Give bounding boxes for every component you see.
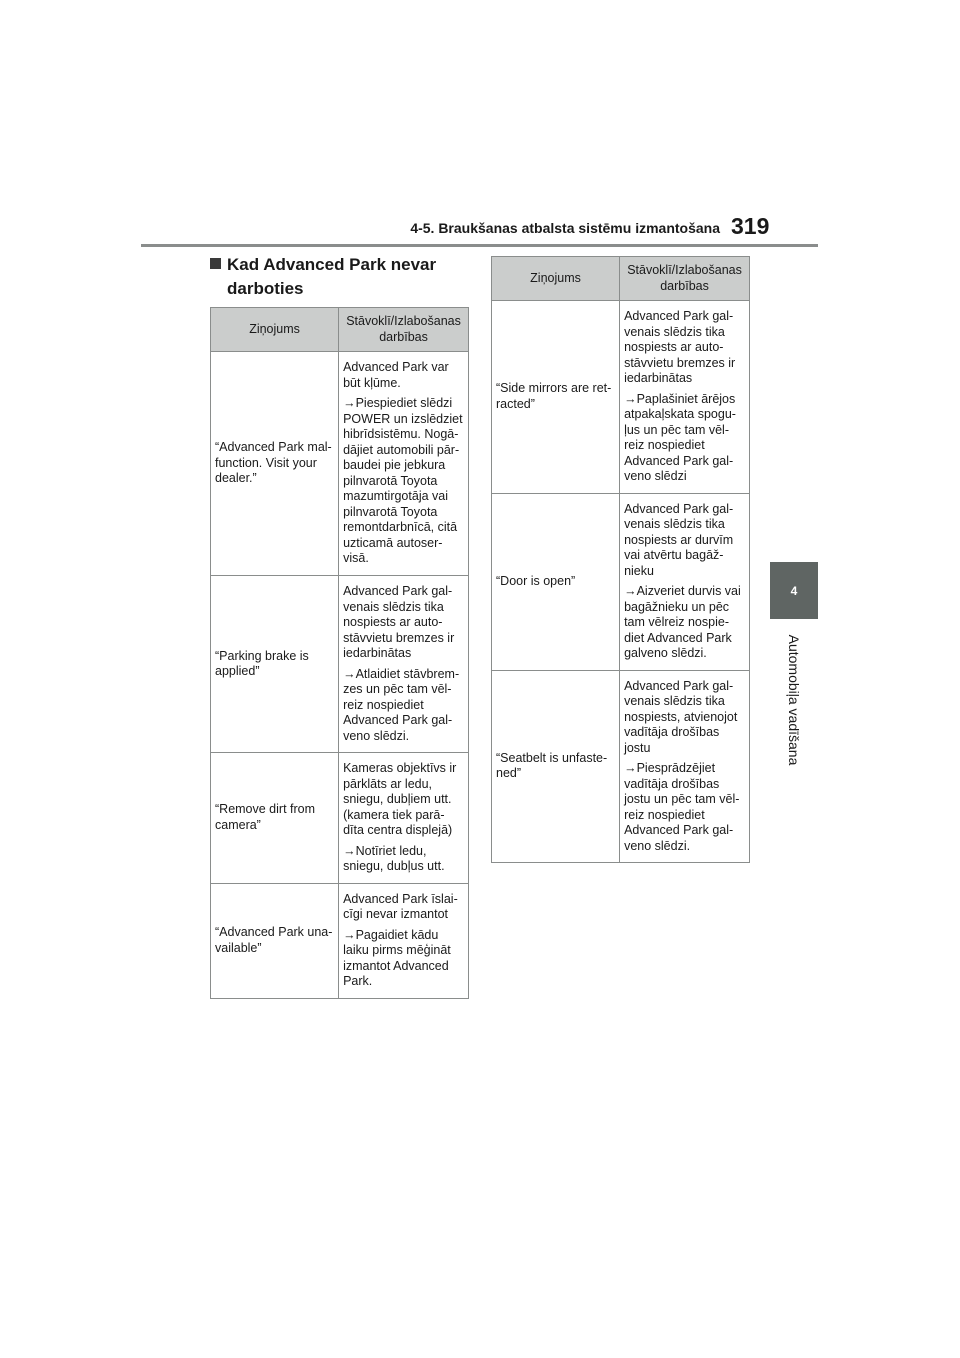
table-row (211, 753, 469, 884)
action-text (624, 584, 745, 662)
action-text (343, 928, 464, 990)
action-text (624, 761, 745, 854)
status-action-cell (339, 576, 469, 753)
status-action-cell (620, 670, 750, 863)
table-row (492, 670, 750, 863)
action-text-body: Pagaidiet kādu laiku pirms mēģināt izmantot Advanced Park. (343, 927, 451, 988)
message-cell: “Door is open” (492, 493, 620, 670)
status-text: Advanced Park var būt kļūme. (343, 360, 449, 390)
arrow-right-icon: → (624, 761, 637, 775)
column-header-message: Ziņojums (492, 257, 620, 301)
action-text (624, 392, 745, 485)
table-row (211, 576, 469, 753)
message-cell: “Side mirrors are ret-racted” (492, 301, 620, 494)
chapter-title: 4-5. Braukšanas atbalsta sistēmu izmantošana (410, 220, 720, 236)
action-text-body: Notīriet ledu, sniegu, dubļus utt. (343, 843, 445, 873)
action-text-body: Piesprādzējiet vadītāja drošības jostu un pēc tam vēl-reiz nospiediet Advanced Park gal-veno slēdzi. (624, 761, 740, 853)
table-row (211, 883, 469, 998)
status-text: Advanced Park gal-venais slēdzis tika nospiests ar auto-stāvvietu bremzes ir iedarbinātas (343, 584, 455, 660)
chapter-tab-number: 4 (790, 583, 798, 598)
messages-table-right (491, 256, 750, 863)
section-heading (210, 253, 480, 301)
status-action-cell (620, 493, 750, 670)
status-text: Advanced Park gal-venais slēdzis tika nospiests ar durvīm vai atvērtu bagāž-nieku (624, 501, 734, 578)
arrow-right-icon: → (343, 666, 356, 681)
message-cell: “Remove dirt from camera” (211, 753, 339, 884)
table-row (492, 493, 750, 670)
action-text (343, 844, 464, 875)
arrow-right-icon: → (624, 391, 637, 406)
message-cell: “Advanced Park mal-function. Visit your dealer.” (211, 352, 339, 576)
action-text-body: Piespiediet slēdzi POWER un izslēdziet hibrīdsistēmu. Nogā-dājiet automobili pār-baudei pie jebkura pilnvarotā Toyota mazumtirgotāja vai pilnvarotā Toyota remontdarbnīcā, citā uzticamā autoser-visā. (343, 396, 463, 566)
status-action-cell (339, 883, 469, 998)
action-text-body: Paplašiniet ārējos atpakaļskata spogu-ļus un pēc tam vēl-reiz nospiediet Advanced Park gal-veno slēdzi (624, 391, 736, 483)
arrow-right-icon: → (343, 396, 356, 411)
header-divider (141, 244, 818, 247)
section-heading-line2: darboties (227, 279, 304, 298)
chapter-tab (770, 562, 818, 619)
message-cell: “Advanced Park una-vailable” (211, 883, 339, 998)
status-text: Advanced Park gal-venais slēdzis tika nospiests ar auto-stāvvietu bremzes ir iedarbinātas (624, 309, 736, 385)
status-text: Kameras objektīvs ir pārklāts ar ledu, sniegu, dubļiem utt. (kamera tiek parā-dīta centra displejā) (343, 761, 457, 837)
page-number: 319 (731, 213, 770, 239)
messages-table-left (210, 307, 469, 999)
action-text (343, 396, 464, 567)
status-action-cell (620, 301, 750, 494)
chapter-side-label: Automobiļa vadīšana (786, 634, 802, 766)
status-text: Advanced Park gal-venais slēdzis tika nospiests, atvienojot vadītāja drošības jostu (624, 678, 738, 755)
action-text-body: Aizveriet durvis vai bagāžnieku un pēc tam vēlreiz nospie-diet Advanced Park galveno slēdzi. (624, 584, 741, 660)
arrow-right-icon: → (343, 927, 356, 942)
table-row (492, 301, 750, 494)
message-cell: “Seatbelt is unfaste-ned” (492, 670, 620, 863)
arrow-right-icon: → (343, 843, 356, 858)
action-text (343, 667, 464, 745)
message-cell: “Parking brake is applied” (211, 576, 339, 753)
column-header-message: Ziņojums (211, 308, 339, 352)
status-action-cell (339, 352, 469, 576)
status-text: Advanced Park īslai-cīgi nevar izmantot (343, 891, 458, 921)
section-heading-line1: Kad Advanced Park nevar (227, 255, 437, 274)
column-header-status-action: Stāvoklī/Izlabošanas darbības (620, 257, 750, 301)
action-text-body: Atlaidiet stāvbrem-zes un pēc tam vēl-reiz nospiediet Advanced Park gal-veno slēdzi. (343, 666, 460, 743)
square-bullet-icon (210, 258, 221, 269)
column-header-status-action: Stāvoklī/Izlabošanas darbības (339, 308, 469, 352)
table-row (211, 352, 469, 576)
arrow-right-icon: → (624, 584, 637, 598)
status-action-cell (339, 753, 469, 884)
